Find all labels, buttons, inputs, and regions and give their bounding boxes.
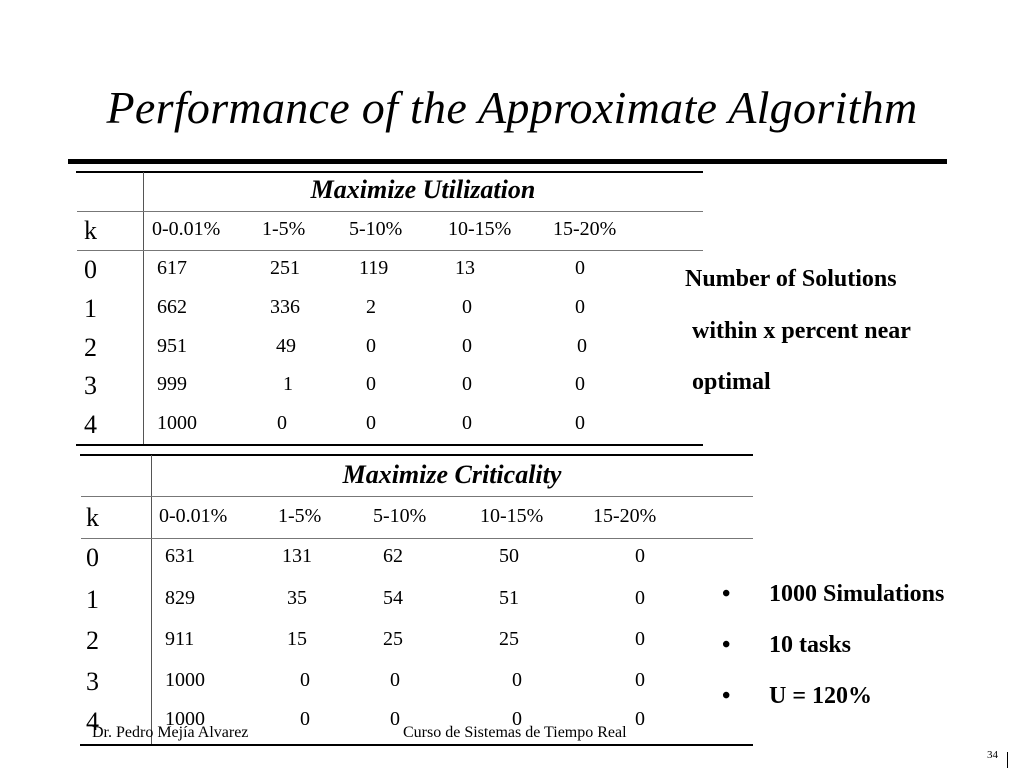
column-header: 15-20% (593, 505, 657, 527)
row-k: 0 (86, 543, 99, 572)
table-cell: 1000 (157, 412, 197, 434)
table-cell: 62 (383, 545, 403, 567)
table-cell: 0 (462, 373, 472, 395)
table-title: Maximize Criticality (342, 460, 562, 489)
row-k: 3 (84, 371, 97, 400)
table-cell: 0 (575, 257, 585, 279)
table-cell: 49 (276, 335, 296, 357)
column-header: 0-0.01% (152, 218, 221, 240)
table-cell: 35 (287, 587, 307, 609)
bullet-marker: • (722, 632, 731, 658)
table-title: Maximize Utilization (310, 175, 536, 204)
table-rule (77, 211, 703, 212)
note-line: optimal (692, 369, 771, 395)
table-cell: 911 (165, 628, 195, 650)
table-cell: 617 (157, 257, 187, 279)
corner-mark (1007, 752, 1008, 768)
table-cell: 51 (499, 587, 519, 609)
table-cell: 0 (577, 335, 587, 357)
column-header: 5-10% (349, 218, 403, 240)
table-top-border (80, 454, 753, 456)
table-cell: 0 (635, 669, 645, 691)
table-cell: 0 (575, 373, 585, 395)
bullet-marker: • (722, 683, 731, 709)
table-cell: 951 (157, 335, 187, 357)
table-rule (81, 538, 753, 539)
table-cell: 119 (359, 257, 389, 279)
table-cell: 0 (300, 669, 310, 691)
note-line: Number of Solutions (685, 266, 897, 292)
slide-title: Performance of the Approximate Algorithm (106, 82, 918, 133)
table-cell: 0 (366, 335, 376, 357)
table-cell: 54 (383, 587, 403, 609)
table-cell: 0 (390, 708, 400, 730)
row-k: 1 (86, 585, 99, 614)
table-bottom-border (76, 444, 703, 446)
table-cell: 662 (157, 296, 187, 318)
table-top-border (76, 171, 703, 173)
table-cell: 0 (635, 587, 645, 609)
table-cell: 50 (499, 545, 519, 567)
column-header: 15-20% (553, 218, 617, 240)
k-header: k (86, 503, 99, 532)
table-cell: 0 (366, 412, 376, 434)
table-cell: 336 (270, 296, 300, 318)
table-cell: 1 (283, 373, 293, 395)
table-cell: 0 (635, 708, 645, 730)
title-underline (68, 159, 947, 164)
table-cell: 0 (635, 628, 645, 650)
bullet-item: U = 120% (769, 683, 873, 709)
row-k: 0 (84, 255, 97, 284)
table-cell: 1000 (165, 708, 205, 730)
table-bottom-border (80, 744, 753, 746)
column-header: 0-0.01% (159, 505, 228, 527)
column-header: 1-5% (278, 505, 322, 527)
table-cell: 631 (165, 545, 195, 567)
column-header: 10-15% (448, 218, 512, 240)
table-cell: 999 (157, 373, 187, 395)
table-rule (77, 250, 703, 251)
bullet-marker: • (722, 581, 731, 607)
column-header: 5-10% (373, 505, 427, 527)
row-k: 1 (84, 294, 97, 323)
table-cell: 0 (512, 708, 522, 730)
table-cell: 0 (366, 373, 376, 395)
table-column-divider (143, 172, 144, 445)
table-cell: 0 (277, 412, 287, 434)
table-cell: 829 (165, 587, 195, 609)
table-cell: 0 (462, 335, 472, 357)
table-cell: 0 (390, 669, 400, 691)
table-cell: 0 (300, 708, 310, 730)
table-cell: 0 (462, 412, 472, 434)
k-header: k (84, 216, 97, 245)
table-cell: 0 (575, 412, 585, 434)
row-k: 4 (84, 410, 97, 439)
row-k: 2 (84, 333, 97, 362)
column-header: 1-5% (262, 218, 306, 240)
table-cell: 251 (270, 257, 300, 279)
row-k: 3 (86, 667, 99, 696)
row-k: 2 (86, 626, 99, 655)
column-header: 10-15% (480, 505, 544, 527)
table-cell: 25 (499, 628, 519, 650)
table-cell: 2 (366, 296, 376, 318)
table-cell: 0 (575, 296, 585, 318)
page-number: 34 (987, 749, 998, 761)
footer-course: Curso de Sistemas de Tiempo Real (403, 724, 627, 741)
table-cell: 15 (287, 628, 307, 650)
table-rule (81, 496, 753, 497)
table-cell: 1000 (165, 669, 205, 691)
bullet-item: 10 tasks (769, 632, 852, 658)
row-k: 4 (86, 707, 99, 736)
table-cell: 0 (462, 296, 472, 318)
table-cell: 13 (455, 257, 475, 279)
bullet-item: 1000 Simulations (769, 581, 945, 607)
table-cell: 131 (282, 545, 312, 567)
table-cell: 0 (635, 545, 645, 567)
table-column-divider (151, 455, 152, 744)
footer-author: Dr. Pedro Mejía Alvarez (92, 724, 249, 741)
table-cell: 0 (512, 669, 522, 691)
note-line: within x percent near (692, 318, 911, 344)
table-cell: 25 (383, 628, 403, 650)
